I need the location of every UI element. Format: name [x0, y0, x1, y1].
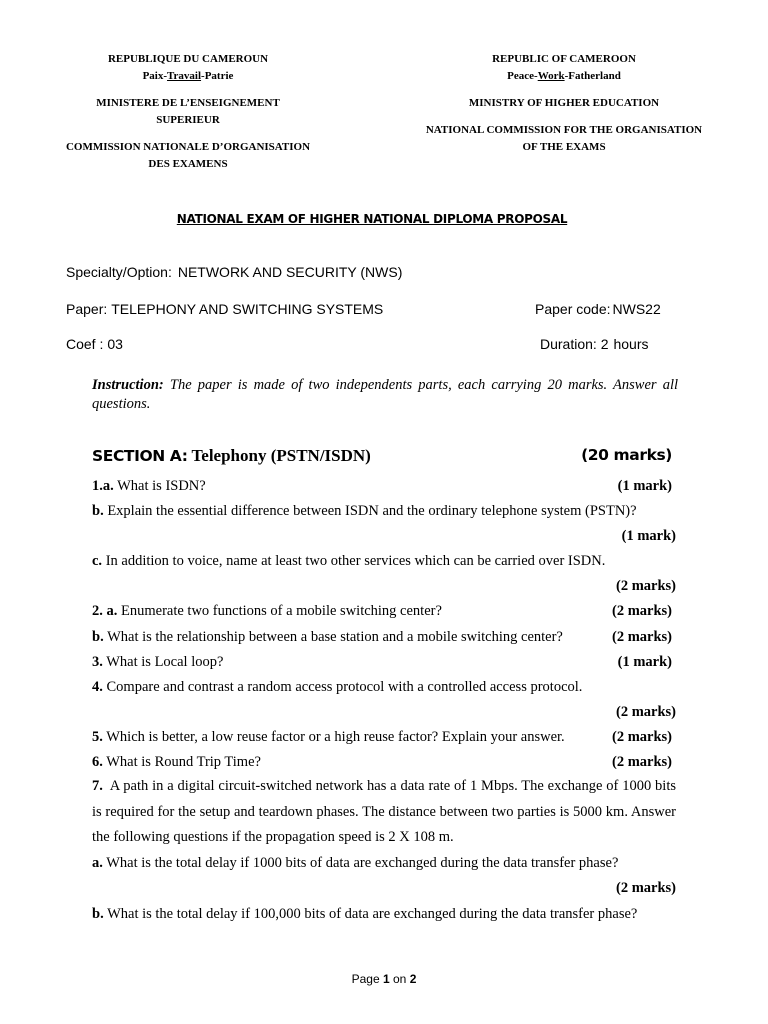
instruction-text: The paper is made of two independents parts, each carrying 20 marks. Answer all questions.	[92, 377, 679, 412]
ministry-en-line1: MINISTRY OF HIGHER EDUCATION	[468, 97, 660, 109]
question-text: In addition to voice, name at least two other services which can be carried over ISDN.	[105, 553, 606, 569]
paper-value: TELEPHONY AND SWITCHING SYSTEMS	[111, 301, 384, 317]
question-text: What is the relationship between a base station and a mobile switching center?	[107, 629, 563, 645]
specialty-label: Specialty/Option:	[66, 264, 172, 280]
page-footer	[0, 972, 768, 986]
specialty-value: NETWORK AND SECURITY (NWS)	[177, 264, 403, 280]
question-2a	[92, 602, 676, 620]
question-number: 3.	[92, 654, 103, 670]
section-a-heading	[92, 446, 676, 470]
question-text: What is Local loop?	[106, 654, 224, 670]
question-1b	[92, 502, 676, 520]
country-en: REPUBLIC OF CAMEROON	[492, 53, 636, 65]
question-number: 4.	[92, 679, 103, 695]
question-marks: (1 mark)	[617, 654, 672, 670]
paper-code-value: NWS22	[612, 301, 661, 317]
motto-fr-part1: Paix-	[142, 70, 168, 82]
commission-en-line1: NATIONAL COMMISSION FOR THE ORGANISATION	[425, 124, 703, 136]
paper-code-label: Paper code:	[535, 301, 611, 317]
page-word: Page	[351, 972, 380, 986]
question-1c-marks: (2 marks)	[615, 578, 676, 594]
motto-fr-part2: Travail	[167, 70, 202, 82]
question-number: 2. a.	[92, 603, 118, 619]
duration-value: hours	[613, 336, 649, 352]
question-text: A path in a digital circuit-switched network has a data rate of 1 Mbps. The exchange of 1000 bits is required for the setup and teardown phases. The distance between two parties is 5000 km. Answer the following questions if the propagation speed is 2 X 108 m.	[92, 778, 676, 845]
question-text: What is Round Trip Time?	[106, 754, 261, 770]
question-text: What is ISDN?	[117, 478, 206, 494]
question-number: 6.	[92, 754, 103, 770]
question-marks: (2 marks)	[611, 754, 672, 770]
on-word: on	[393, 972, 407, 986]
question-number: 5.	[92, 729, 103, 745]
question-7a-marks: (2 marks)	[615, 880, 676, 896]
question-text: Explain the essential difference between ISDN and the ordinary telephone system (PSTN)?	[107, 503, 637, 519]
question-1c	[92, 552, 676, 570]
specialty-row	[66, 264, 402, 280]
section-a-label: SECTION A:	[92, 447, 188, 465]
question-text: Enumerate two functions of a mobile switching center?	[121, 603, 442, 619]
page-number: 1	[382, 972, 390, 986]
paper-code-row	[535, 301, 661, 317]
coef-row	[66, 336, 123, 352]
question-7	[92, 774, 676, 851]
header-right	[392, 51, 736, 156]
question-4-marks: (2 marks)	[615, 704, 676, 720]
question-number: b.	[92, 629, 104, 645]
question-number: b.	[92, 906, 104, 922]
duration-row	[540, 336, 649, 352]
ministry-fr-line1: MINISTERE DE L’ENSEIGNEMENT	[96, 97, 280, 109]
paper-row	[66, 301, 383, 317]
duration-label: Duration: 2	[540, 336, 609, 352]
question-7b	[92, 905, 676, 923]
question-number: 1.a.	[92, 478, 114, 494]
question-marks: (2 marks)	[611, 629, 672, 645]
instruction	[92, 376, 678, 414]
question-marks: (1 mark)	[617, 478, 672, 494]
commission-fr-line2: DES EXAMENS	[148, 158, 228, 170]
section-a-marks: (20 marks)	[581, 446, 672, 464]
motto-fr	[36, 68, 340, 85]
motto-en-part2: Work	[537, 70, 565, 82]
ministry-fr-line2: SUPERIEUR	[156, 114, 220, 126]
header-left	[36, 51, 340, 173]
instruction-label: Instruction:	[92, 377, 164, 393]
motto-en-part3: -Fatherland	[564, 70, 621, 82]
question-text: What is the total delay if 1000 bits of data are exchanged during the data transfer phase?	[106, 855, 619, 871]
coef-label: Coef :	[66, 336, 104, 352]
motto-fr-part3: -Patrie	[201, 70, 234, 82]
question-number: 7.	[92, 778, 103, 794]
motto-en-part1: Peace-	[507, 70, 538, 82]
paper-label: Paper:	[66, 301, 108, 317]
question-marks: (2 marks)	[611, 603, 672, 619]
coef-value: 03	[107, 336, 123, 352]
question-number: c.	[92, 553, 103, 569]
section-a-title: Telephony (PSTN/ISDN)	[191, 446, 371, 465]
question-4	[92, 678, 676, 696]
question-marks: (2 marks)	[611, 729, 672, 745]
question-1b-marks: (1 mark)	[621, 528, 676, 544]
exam-title: NATIONAL EXAM OF HIGHER NATIONAL DIPLOMA PROPOSAL	[176, 212, 568, 226]
question-6	[92, 753, 676, 771]
question-2b	[92, 628, 676, 646]
question-text: What is the total delay if 100,000 bits of data are exchanged during the data transfer phase?	[107, 906, 638, 922]
question-text: Compare and contrast a random access protocol with a controlled access protocol.	[106, 679, 583, 695]
commission-en-line2: OF THE EXAMS	[522, 141, 606, 153]
question-1a	[92, 477, 676, 495]
motto-en	[392, 68, 736, 85]
question-text: Which is better, a low reuse factor or a high reuse factor? Explain your answer.	[106, 729, 565, 745]
commission-fr-line1: COMMISSION NATIONALE D’ORGANISATION	[65, 141, 311, 153]
question-number: b.	[92, 503, 104, 519]
total-pages: 2	[409, 972, 417, 986]
country-fr: REPUBLIQUE DU CAMEROUN	[107, 53, 269, 65]
question-5	[92, 728, 676, 746]
question-number: a.	[92, 855, 103, 871]
question-3	[92, 653, 676, 671]
question-7a	[92, 854, 676, 872]
